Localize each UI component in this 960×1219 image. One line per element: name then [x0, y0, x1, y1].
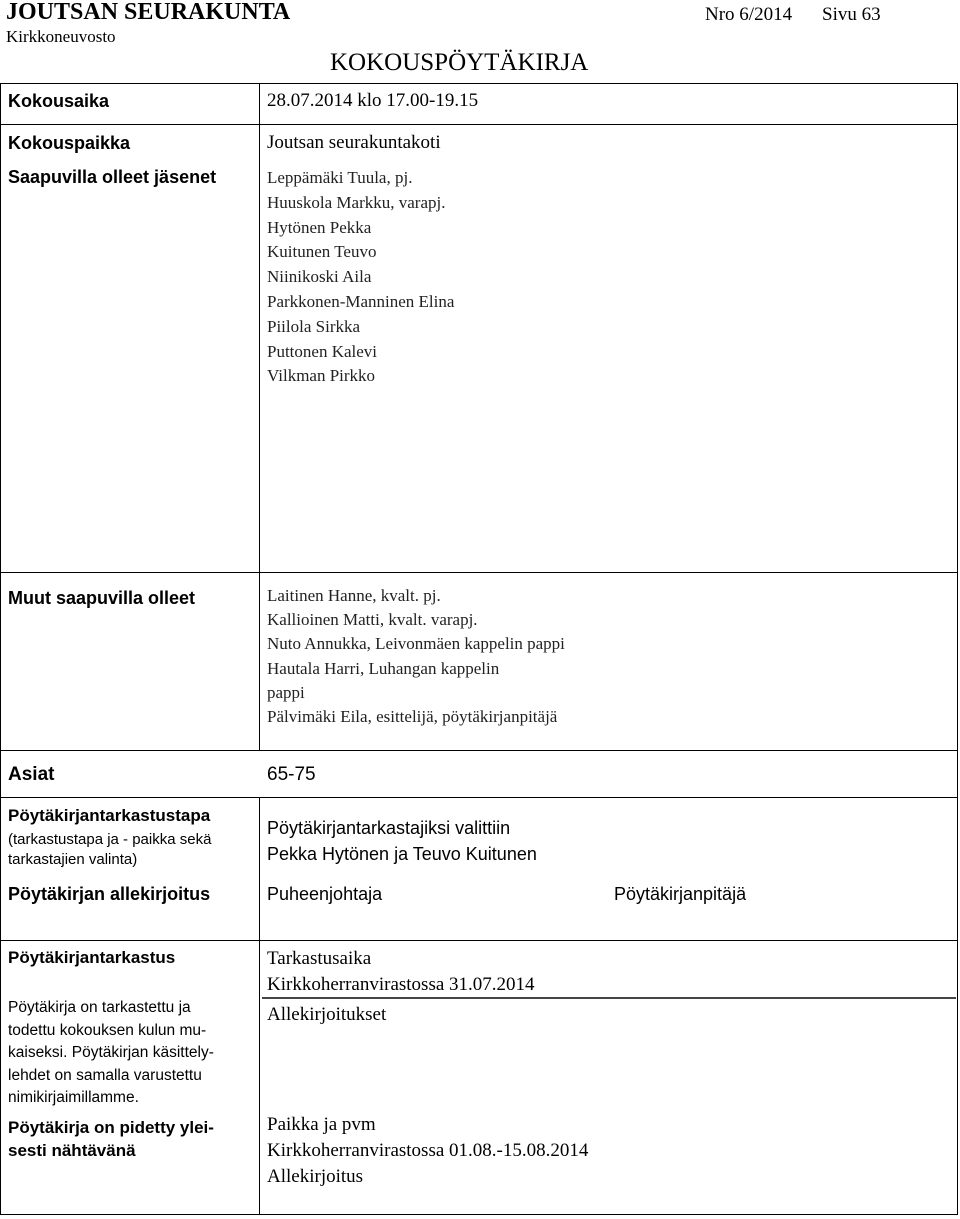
issue-number: Nro 6/2014 — [705, 4, 793, 25]
row-divider — [0, 940, 958, 941]
list-item: Huuskola Markku, varapj. — [267, 192, 446, 212]
review-method-description — [8, 830, 211, 870]
value-line: Pöytäkirjantarkastajiksi valittiin — [267, 818, 511, 838]
field-underline — [262, 997, 956, 999]
list-item: Laitinen Hanne, kvalt. pj. — [267, 586, 441, 605]
check-time-value: Kirkkoherranvirastossa 31.07.2014 — [267, 974, 535, 995]
secretary-label: Pöytäkirjanpitäjä — [614, 884, 747, 904]
list-item: Hautala Harri, Luhangan kappelin — [267, 658, 500, 678]
title-line: sesti nähtävänä — [8, 1141, 136, 1160]
body-name: Kirkkoneuvosto — [6, 27, 116, 46]
members-list — [267, 166, 454, 389]
meeting-time-label: Kokousaika — [8, 91, 110, 111]
public-signature-label: Allekirjoitus — [267, 1166, 364, 1187]
others-list — [267, 584, 565, 729]
column-divider — [259, 797, 260, 940]
meeting-place-value: Joutsan seurakuntakoti — [267, 132, 441, 153]
list-item: Kuitunen Teuvo — [267, 242, 377, 262]
description-line: lehdet on samalla varustettu — [8, 1066, 202, 1084]
items-value: 65-75 — [267, 764, 316, 785]
list-item: Pälvimäki Eila, esittelijä, pöytäkirjanpitäjä — [267, 707, 558, 727]
list-item: Niinikoski Aila — [267, 267, 372, 287]
row-divider — [0, 572, 958, 573]
title-line: Pöytäkirja on pidetty ylei- — [8, 1118, 214, 1137]
check-description — [8, 997, 214, 1110]
members-label: Saapuvilla olleet jäsenet — [8, 167, 217, 187]
table-left-border — [0, 83, 1, 1215]
column-divider — [259, 940, 260, 1215]
organization-name: JOUTSAN SEURAKUNTA — [6, 0, 291, 25]
page-number: Sivu 63 — [822, 4, 881, 25]
list-item: Parkkonen-Manninen Elina — [267, 291, 455, 311]
description-line: nimikirjaimillamme. — [8, 1089, 139, 1107]
row-divider — [0, 750, 958, 751]
table-right-border — [957, 83, 958, 1215]
list-item: Kallioinen Matti, kvalt. varapj. — [267, 610, 478, 630]
chair-label: Puheenjohtaja — [267, 884, 383, 904]
list-item: Piilola Sirkka — [267, 316, 361, 336]
list-item: Leppämäki Tuula, pj. — [267, 168, 413, 187]
description-line: (tarkastustapa ja - paikka sekä — [8, 831, 212, 848]
row-divider — [0, 124, 958, 125]
description-line: kaiseksi. Pöytäkirjan käsittely- — [8, 1044, 214, 1062]
meeting-place-label: Kokouspaikka — [8, 133, 131, 153]
review-method-title: Pöytäkirjantarkastustapa — [8, 806, 211, 825]
public-display-title — [8, 1116, 214, 1162]
signature-label: Pöytäkirjan allekirjoitus — [8, 884, 211, 904]
items-label: Asiat — [8, 764, 55, 785]
description-line: todettu kokouksen kulun mu- — [8, 1021, 207, 1039]
review-method-value — [267, 815, 537, 867]
list-item: Nuto Annukka, Leivonmäen kappelin pappi — [267, 634, 565, 654]
row-divider — [0, 797, 958, 798]
list-item: Puttonen Kalevi — [267, 341, 378, 361]
row-divider — [0, 1214, 958, 1215]
list-item: Vilkman Pirkko — [267, 366, 376, 386]
check-signatures-label: Allekirjoitukset — [267, 1004, 387, 1025]
check-title: Pöytäkirjantarkastus — [8, 948, 176, 967]
meeting-time-value: 28.07.2014 klo 17.00-19.15 — [267, 90, 479, 111]
description-line: tarkastajien valinta) — [8, 851, 138, 868]
value-line: Pekka Hytönen ja Teuvo Kuitunen — [267, 844, 537, 864]
others-label: Muut saapuvilla olleet — [8, 588, 196, 608]
list-item: Hytönen Pekka — [267, 217, 372, 237]
document-title: KOKOUSPÖYTÄKIRJA — [330, 49, 589, 76]
table-top-border — [0, 83, 958, 84]
list-item: pappi — [267, 682, 305, 702]
check-time-label: Tarkastusaika — [267, 948, 372, 969]
public-place-value: Kirkkoherranvirastossa 01.08.-15.08.2014 — [267, 1140, 589, 1161]
description-line: Pöytäkirja on tarkastettu ja — [8, 999, 191, 1016]
public-place-label: Paikka ja pvm — [267, 1114, 376, 1135]
column-divider — [259, 83, 260, 750]
